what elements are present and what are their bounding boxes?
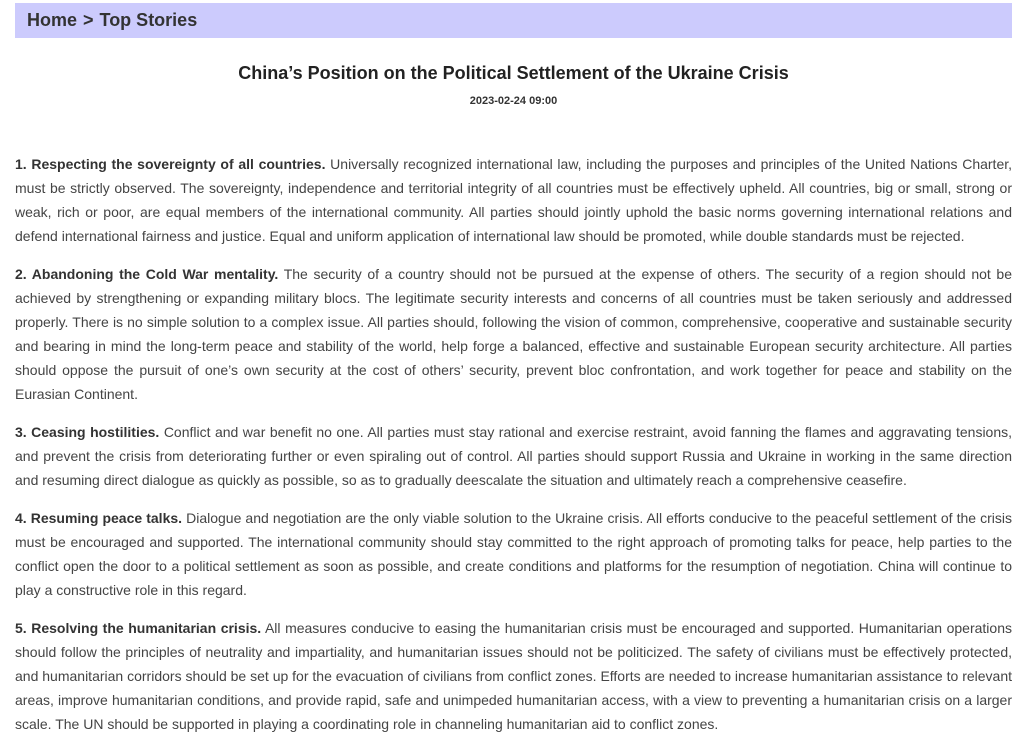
article-point-4 bbox=[15, 506, 1012, 602]
breadcrumb-home-link[interactable]: Home bbox=[27, 10, 78, 30]
point-3-heading: 3. Ceasing hostilities. bbox=[15, 424, 160, 440]
point-1-body: Universally recognized international law, including the purposes and principles of the United Nations Charter, must be strictly observed. The sovereignty, independence and territorial integrity of all countries must be effectively upheld. All countries, big or small, strong or weak, rich or poor, are equal members of the international community. All parties should jointly uphold the basic norms governing international relations and defend international fairness and justice. Equal and uniform application of international law should be promoted, while double standards must be rejected. bbox=[15, 156, 1013, 244]
breadcrumb bbox=[15, 3, 1012, 38]
point-1-heading: 1. Respecting the sovereignty of all countries. bbox=[15, 156, 326, 172]
article-point-5 bbox=[15, 616, 1012, 736]
article-point-1 bbox=[15, 152, 1012, 248]
point-4-body: Dialogue and negotiation are the only viable solution to the Ukraine crisis. All efforts conducive to the peaceful settlement of the crisis must be encouraged and supported. The international community should stay committed to the right approach of promoting talks for peace, help parties to the conflict open the door to a political settlement as soon as possible, and create conditions and platforms for the resumption of negotiation. China will continue to play a constructive role in this regard. bbox=[15, 510, 1012, 598]
breadcrumb-top-stories-link[interactable]: Top Stories bbox=[99, 10, 198, 30]
breadcrumb-separator: > bbox=[83, 10, 94, 30]
article-date: 2023-02-24 09:00 bbox=[469, 95, 558, 107]
article-title: China’s Position on the Political Settlement of the Ukraine Crisis bbox=[238, 63, 789, 83]
point-2-body: The security of a country should not be pursued at the expense of others. The security of a region should not be achieved by strengthening or expanding military blocs. The legitimate security interests and concerns of all countries must be taken seriously and addressed properly. There is no simple solution to a complex issue. All parties should, following the vision of common, comprehensive, cooperative and sustainable security and bearing in mind the long-term peace and stability of the world, help forge a balanced, effective and sustainable European security architecture. All parties should oppose the pursuit of one’s own security at the cost of others’ security, prevent bloc confrontation, and work together for peace and stability on the Eurasian Continent. bbox=[15, 266, 1012, 402]
article-point-2 bbox=[15, 262, 1012, 406]
point-3-body: Conflict and war benefit no one. All parties must stay rational and exercise restraint, avoid fanning the flames and aggravating tensions, and prevent the crisis from deteriorating further or even spiraling out of control. All parties should support Russia and Ukraine in working in the same direction and resuming direct dialogue as quickly as possible, so as to gradually deescalate the situation and ultimately reach a comprehensive ceasefire. bbox=[15, 424, 1013, 488]
article-body bbox=[15, 152, 1012, 750]
point-5-body: All measures conducive to easing the humanitarian crisis must be encouraged and supported. Humanitarian operations should follow the principles of neutrality and impartiality, and humanitarian issues should not be politicized. The safety of civilians must be effectively protected, and humanitarian corridors should be set up for the evacuation of civilians from conflict zones. Efforts are needed to increase humanitarian assistance to relevant areas, improve humanitarian conditions, and provide rapid, safe and unimpeded humanitarian access, with a view to preventing a humanitarian crisis on a larger scale. The UN should be supported in playing a coordinating role in channeling humanitarian aid to conflict zones. bbox=[15, 620, 1012, 732]
point-2-heading: 2. Abandoning the Cold War mentality. bbox=[15, 266, 279, 282]
article-point-3 bbox=[15, 420, 1012, 492]
point-5-heading: 5. Resolving the humanitarian crisis. bbox=[15, 620, 262, 636]
point-4-heading: 4. Resuming peace talks. bbox=[15, 510, 183, 526]
